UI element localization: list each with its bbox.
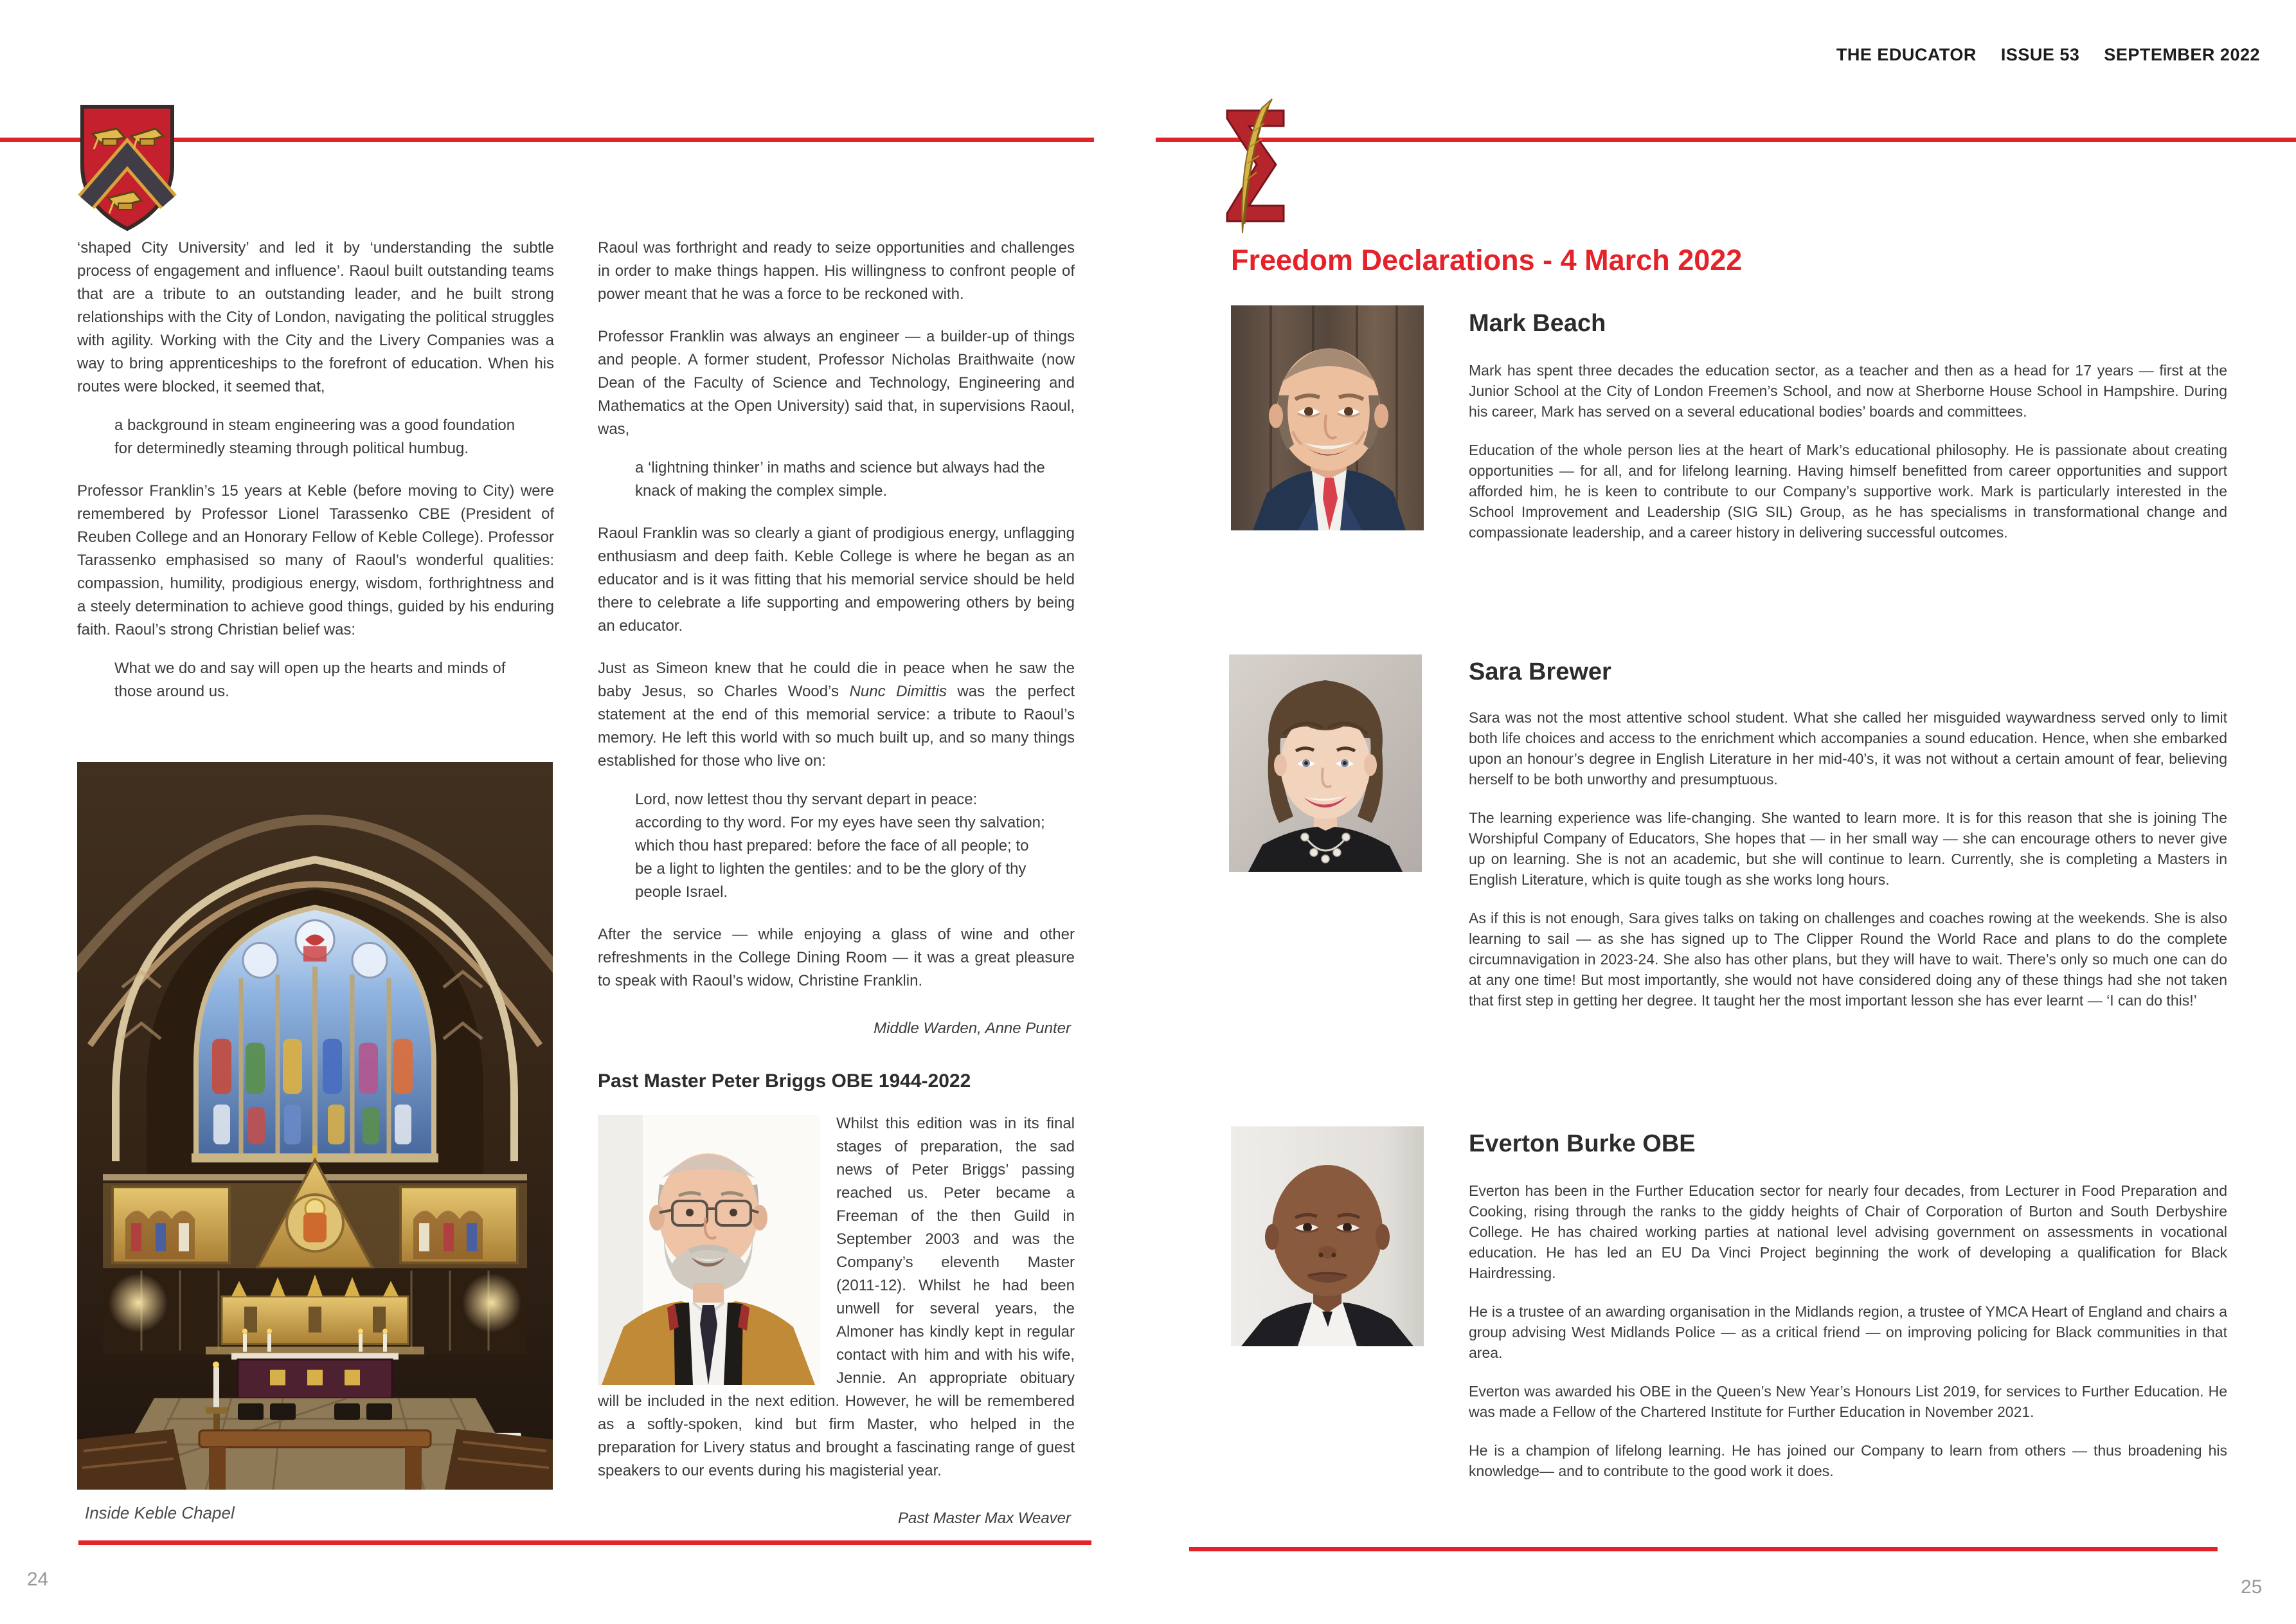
profile-text	[1469, 1180, 2227, 1481]
page-number-right: 25	[2241, 1576, 2263, 1598]
paragraph: Raoul was forthright and ready to seize opportunities and challenges in order to make things happen. His willingness to confront people of power meant that he was a force to be reckoned with.	[598, 239, 1075, 303]
masthead-date: SEPTEMBER 2022	[2104, 45, 2260, 64]
paragraph: Professor Franklin was always an engineer — a builder-up of things and people. A former student, Professor Nicholas Braithwaite (now Dean of the Faculty of Science and Technology, Engineering and Mathematics at the Open University) said that, in supervisions Raoul, was,	[598, 328, 1075, 438]
paragraph: ‘shaped City University’ and led it by ‘understanding the subtle process of engagement and influence’. Raoul built outstanding teams that are a tribute to an outstanding leader, and he built strong relationships with the City of London, navigating the political struggles with agility. Working with the City and the Livery Companies was a way to bring apprenticeships to the forefront of education. When his routes were blocked, it seemed that,	[77, 239, 554, 395]
paragraph: Sara was not the most attentive school student. What she called her misguided waywardness served only to limit both life choices and access to the enrichment which accompanies a sound education. Hence, when she embarked upon an honour’s degree in English Literature in her mid-40’s, it was not without a certain amount of fear, believing herself to be both unworthy and presumptuous.	[1469, 709, 2227, 788]
left-column-1	[77, 237, 554, 703]
keble-chapel-photo	[77, 762, 553, 1490]
obituary-heading: Past Master Peter Briggs OBE 1944-2022	[598, 1070, 971, 1092]
right-page-top-rule	[1156, 138, 2296, 142]
profile-heading: Sara Brewer	[1469, 658, 1611, 685]
paragraph: Professor Franklin’s 15 years at Keble (before moving to City) were remembered by Professor Lionel Tarassenko CBE (President of Reuben College and an Honorary Fellow of Keble College). Professor Tarassenko emphasised so many of Raoul’s wonderful qualities: compassion, humility, prodigious energy, wisdom, forthrightness and a steely determination to achieve good things, guided by his enduring faith. Raoul’s strong Christian belief was:	[77, 482, 554, 638]
paragraph	[598, 657, 1075, 773]
block-quote: What we do and say will open up the hearts and minds of those around us.	[114, 660, 506, 700]
paragraph: Raoul Franklin was so clearly a giant of prodigious energy, unflagging enthusiasm and deep faith. Keble College is where he began as an educator and is it was fitting that his memorial service should be held there to celebrate a life supporting and empowering others by being an educator.	[598, 525, 1075, 635]
everton-burke-photo	[1231, 1126, 1424, 1346]
block-quote: a background in steam engineering was a good foundation for determinedly steaming through political humbug.	[114, 417, 516, 457]
profile-heading: Everton Burke OBE	[1469, 1130, 1696, 1157]
paragraph-text: Just as Simeon knew that he could die in peace when he saw the baby Jesus, so Charles Wood’s	[598, 660, 1075, 700]
sara-brewer-photo	[1229, 654, 1422, 872]
block-quote: a ‘lightning thinker’ in maths and science but always had the knack of making the complex simple.	[635, 459, 1045, 500]
masthead	[1836, 45, 2260, 65]
page-number-left: 24	[27, 1569, 49, 1590]
paragraph: He is a trustee of an awarding organisation in the Midlands region, a trustee of YMCA Heart of England and chairs a group advising West Midlands Police — as a critical friend — on improving policing for Black communities in that area.	[1469, 1303, 2227, 1361]
educators-crest-icon	[75, 100, 180, 237]
profile-heading: Mark Beach	[1469, 310, 1606, 337]
paragraph: Everton has been in the Further Education sector for nearly four decades, from Lecturer in Food Preparation and Cooking, rising through the ranks to the giddy heights of Chair of Corporation of Burton and South Derbyshire College. He has chaired working parties at national level advising government on assessments in vocational education. He has led an EU Da Vinci Project beginning the work of developing a qualification for Black Hairdressing.	[1469, 1182, 2227, 1281]
profile-text	[1469, 707, 2227, 1011]
sigma-quill-logo-icon	[1217, 98, 1295, 235]
paragraph-text: was the perfect statement at the end of this memorial service: a tribute to Raoul’s memory. He left this world with so much built up, and so many things established for those who live on:	[598, 683, 1075, 770]
mark-beach-photo	[1231, 305, 1424, 530]
left-column-2	[598, 237, 1075, 1530]
masthead-issue: ISSUE 53	[2000, 45, 2080, 64]
byline: Past Master Max Weaver	[898, 1510, 1071, 1527]
peter-briggs-photo	[598, 1115, 820, 1385]
paragraph: Whilst this edition was in its final stages of preparation, the sad news of Peter Briggs’ passing reached us. Peter became a Freeman of the then Guild in September 2003 and was the Company’s eleventh Master (2011-12). Whilst he had been unwell for several years, the Almoner has kindly kept in regular contact with him and with his wife, Jennie. An appropriate obituary will be included in the next edition. However, he will be remembered as a softly-spoken, kind but firm Master, who helped in the preparation for Livery status and brought a fascinating range of guest speakers to our events during his magisterial year.	[598, 1115, 1075, 1479]
page-title: Freedom Declarations - 4 March 2022	[1231, 244, 1743, 276]
profile-text	[1469, 360, 2227, 543]
photo-caption: Inside Keble Chapel	[85, 1503, 235, 1522]
paragraph: Education of the whole person lies at the heart of Mark’s educational philosophy. He is passionate about creating opportunities — for all, and for lifelong learning. Having himself benefitted from career opportunities and support afforded him, he is keen to contribute to our Company’s supportive work. Mark is particularly interested in the School Improvement and Leadership (SIG SIL) Group, as he has specialisms in transformational change and compassionate leadership, and a career history in delivering successful outcomes.	[1469, 442, 2227, 541]
paragraph: The learning experience was life-changing. She wanted to learn more. It is for this reason that she is joining The Worshipful Company of Educators, She hopes that — in her small way — she can encourage others to never give up on learning. She is not an academic, but she will continue to learn. Currently, she is completing a Masters in English Literature, which is quite tough as she works long hours.	[1469, 809, 2227, 888]
block-quote: Lord, now lettest thou thy servant depart in peace: according to thy word. For my eyes have seen thy salvation; which thou hast prepared: before the face of all people; to be a light to lighten the gentiles: and to be the glory of thy people Israel.	[635, 791, 1045, 901]
obituary-block	[598, 1112, 1075, 1483]
paragraph: Everton was awarded his OBE in the Queen’s New Year’s Honours List 2019, for services to Further Education. He was made a Fellow of the Chartered Institute for Further Education in November 2021.	[1469, 1383, 2227, 1420]
right-page-bottom-rule	[1189, 1547, 2218, 1551]
paragraph: He is a champion of lifelong learning. He has joined our Company to learn from others — thus broadening his knowledge— and to contribute to the good work it does.	[1469, 1442, 2227, 1479]
italic-title-text: Nunc Dimittis	[849, 683, 947, 700]
masthead-title: THE EDUCATOR	[1836, 45, 1977, 64]
left-page-bottom-rule	[78, 1540, 1091, 1545]
paragraph: After the service — while enjoying a glass of wine and other refreshments in the College Dining Room — it was a great pleasure to speak with Raoul’s widow, Christine Franklin.	[598, 926, 1075, 989]
byline: Middle Warden, Anne Punter	[874, 1020, 1071, 1037]
paragraph: Mark has spent three decades the education sector, as a teacher and then as a head for 17 years — first at the Junior School at the City of London Freemen’s School, and now at Sherborne House School in Hampshire. During his career, Mark has served on a several educational bodies’ boards and committees.	[1469, 362, 2227, 420]
paragraph: As if this is not enough, Sara gives talks on taking on challenges and coaches rowing at the weekends. She is also learning to sail — as she has signed up to The Clipper Round the World Race and plans to do the complete circumnavigation in 2023-24. She also has other plans, but they will have to wait. There’s only so much one can do at any one time! But most importantly, she would not have considered doing any of these things had she not taken that first step in getting her degree. It taught her the most important lesson she has ever learnt — ‘I can do this!’	[1469, 910, 2227, 1009]
